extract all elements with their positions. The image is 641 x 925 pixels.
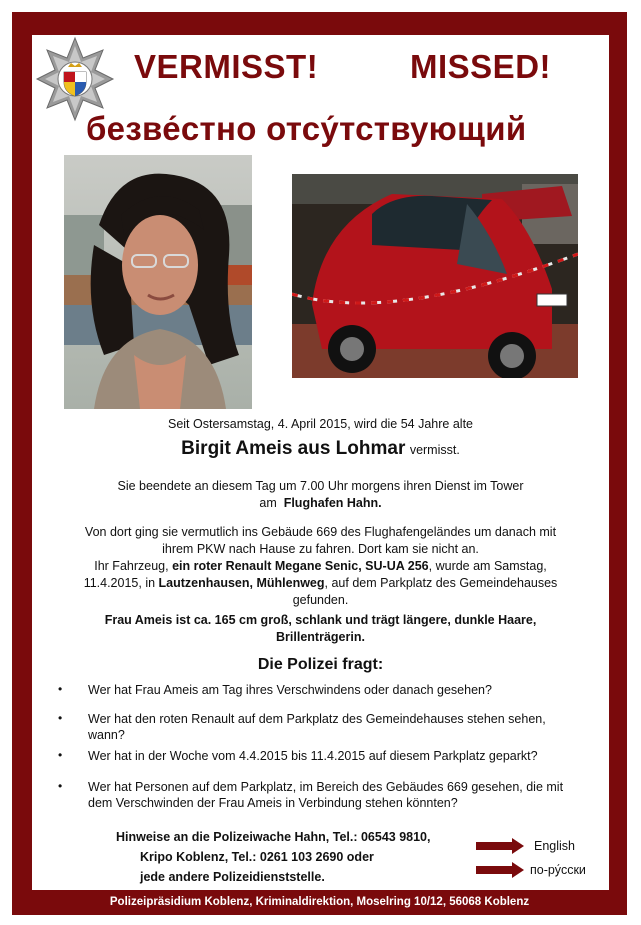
vehicle-intro: Ihr Fahrzeug, <box>94 559 169 573</box>
vehicle-found-date: , wurde am Samstag, <box>428 559 547 573</box>
found-location: Lautzenhausen, Mühlenweg <box>158 576 325 590</box>
title-russian: безве́стно отсу́тствующий <box>86 110 527 147</box>
vehicle-description: ein roter Renault Megane Senic, SU-UA 256 <box>172 559 429 573</box>
bullet-icon: • <box>58 748 63 762</box>
title-english: MISSED! <box>410 48 552 85</box>
description-line1: Frau Ameis ist ca. 165 cm groß, schlank und trägt längere, dunkle Haare, <box>104 613 537 627</box>
title-german: VERMISST! <box>134 48 319 85</box>
contact-line2: Kripo Koblenz, Tel.: 0261 103 2690 oder <box>140 850 374 864</box>
footer-address: Polizeipräsidium Koblenz, Kriminaldirektion, Moselring 10/12, 56068 Koblenz <box>109 896 530 908</box>
paragraph1-prefix: am <box>259 496 277 510</box>
missing-person-name: Birgit Ameis aus Lohmar <box>181 438 406 459</box>
missing-person-suffix: vermisst. <box>409 443 460 457</box>
missing-person-line <box>32 438 609 460</box>
bullet-icon: • <box>58 682 63 696</box>
bullet-icon: • <box>58 711 63 725</box>
question-item: Wer hat Personen auf dem Parkplatz, im Bereich des Gebäudes 669 gesehen, die mit dem Verschwinden der Frau Ameis in Verbindung stehen könnten? <box>88 780 564 810</box>
paragraph2-line3 <box>32 558 609 574</box>
contact-line1: Hinweise an die Polizeiwache Hahn, Tel.: 06543 9810, <box>116 830 431 844</box>
question-item: Wer hat in der Woche vom 4.4.2015 bis 11.4.2015 auf diesem Parkplatz geparkt? <box>88 749 538 763</box>
paragraph1-airport: Flughafen Hahn. <box>283 496 382 510</box>
found-date: 11.4.2015, in <box>83 576 156 590</box>
paragraph2-line2: ihrem PKW nach Hause zu fahren. Dort kam sie nicht an. <box>162 542 479 556</box>
found-place: , auf dem Parkplatz des Gemeindehauses <box>324 576 558 590</box>
paragraph1-line1: Sie beendete an diesem Tag um 7.00 Uhr morgens ihren Dienst im Tower <box>117 479 524 493</box>
english-link[interactable]: English <box>534 839 575 853</box>
question-item: Wer hat den roten Renault auf dem Parkplatz des Gemeindehauses stehen sehen, wann? <box>88 712 546 742</box>
paragraph2-line5: gefunden. <box>292 593 349 607</box>
english-arrow-icon <box>476 838 524 859</box>
intro-text: Seit Ostersamstag, 4. April 2015, wird die 54 Jahre alte <box>167 417 474 431</box>
contact-line3: jede andere Polizeidienststelle. <box>140 870 325 884</box>
car-photo <box>292 174 578 378</box>
question-item: Wer hat Frau Ameis am Tag ihres Verschwindens oder danach gesehen? <box>88 683 492 697</box>
paragraph2-line1: Von dort ging sie vermutlich ins Gebäude 669 des Flughafengeländes um danach mit <box>84 525 557 539</box>
russian-arrow-icon <box>476 862 524 883</box>
questions-title: Die Polizei fragt: <box>257 656 384 673</box>
paragraph2-line4 <box>32 575 609 591</box>
russian-link[interactable]: по-ру́сски <box>530 863 586 877</box>
paragraph1-line2 <box>32 495 609 511</box>
description-line2: Brillenträgerin. <box>276 630 365 644</box>
bullet-icon: • <box>58 779 63 793</box>
portrait-photo <box>64 155 252 409</box>
